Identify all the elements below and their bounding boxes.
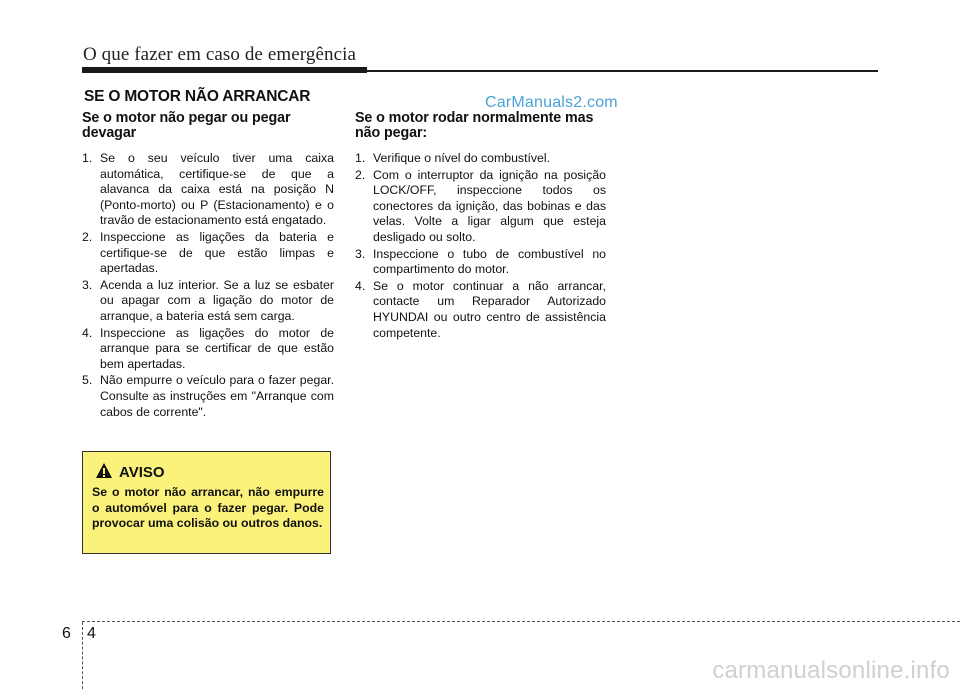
header-rule-thin [367,70,878,72]
list-item [355,168,606,246]
warning-text: Se o motor não arrancar, não empurre o automóvel para o fazer pegar. Pode provocar uma colisão ou outros danos. [92,485,324,530]
step-number: 1. [355,151,366,165]
step-number: 3. [82,277,93,292]
list-item [82,151,334,229]
footer-vertical-rule [82,622,83,689]
step-number: 4. [355,278,366,293]
list-item [355,151,606,167]
step-text: Verifique o nível do combustível. [373,151,551,165]
warning-triangle-icon [95,462,113,479]
page-header-title: O que fazer em caso de emergência [83,44,357,65]
step-text: Se o seu veículo tiver uma caixa automática, certifique-se de que a alavanca da caixa está na posição N (Ponto-morto) ou P (Estacionamento) e o travão de estacionamento está engatado. [100,151,334,228]
list-item [355,247,606,278]
right-heading: Se o motor rodar normalmente mas não pegar: [355,110,594,141]
list-item [82,278,334,325]
step-text: Inspeccione as ligações do motor de arranque para se certificar de que estão bem apertadas. [100,325,334,371]
watermark-text: CarManuals2.com [485,94,618,111]
step-number: 2. [355,167,366,182]
step-text: Se o motor continuar a não arrancar, contacte um Reparador Autorizado HYUNDAI ou outro centro de assistência competente. [373,278,606,340]
step-text: Não empurre o veículo para o fazer pegar. Consulte as instruções em "Arranque com cabos de corrente". [100,373,334,419]
right-steps-list [355,151,606,341]
warning-title: AVISO [119,464,165,481]
header-rule-thick [82,67,367,73]
step-text: Inspeccione o tubo de combustível no compartimento do motor. [373,246,606,277]
site-watermark: carmanualsonline.info [712,657,950,684]
step-number: 5. [82,373,93,388]
step-number: 2. [82,229,93,244]
step-number: 3. [355,246,366,261]
step-text: Inspeccione as ligações da bateria e certifique-se de que estão limpas e apertadas. [100,229,334,276]
list-item [82,326,334,373]
left-column [82,111,334,421]
step-number: 1. [82,151,93,165]
left-steps-list [82,151,334,420]
step-number: 4. [82,325,93,340]
warning-box [82,451,331,554]
left-heading: Se o motor não pegar ou pegar devagar [82,110,291,141]
section-title: SE O MOTOR NÃO ARRANCAR [84,88,311,105]
list-item [82,230,334,277]
step-text: Com o interruptor da ignição na posição LOCK/OFF, inspeccione todos os conectores da ignição, das bobinas e das velas. Volte a ligar algum que esteja desligado ou solto. [373,167,606,244]
page-number: 4 [87,625,96,642]
step-text: Acenda a luz interior. Se a luz se esbater ou apagar com a ligação do motor de arranque, a bateria está sem carga. [100,277,334,323]
right-column [355,111,606,342]
footer-rule [82,621,960,622]
list-item [82,373,334,420]
list-item [355,279,606,341]
chapter-number: 6 [62,625,71,642]
